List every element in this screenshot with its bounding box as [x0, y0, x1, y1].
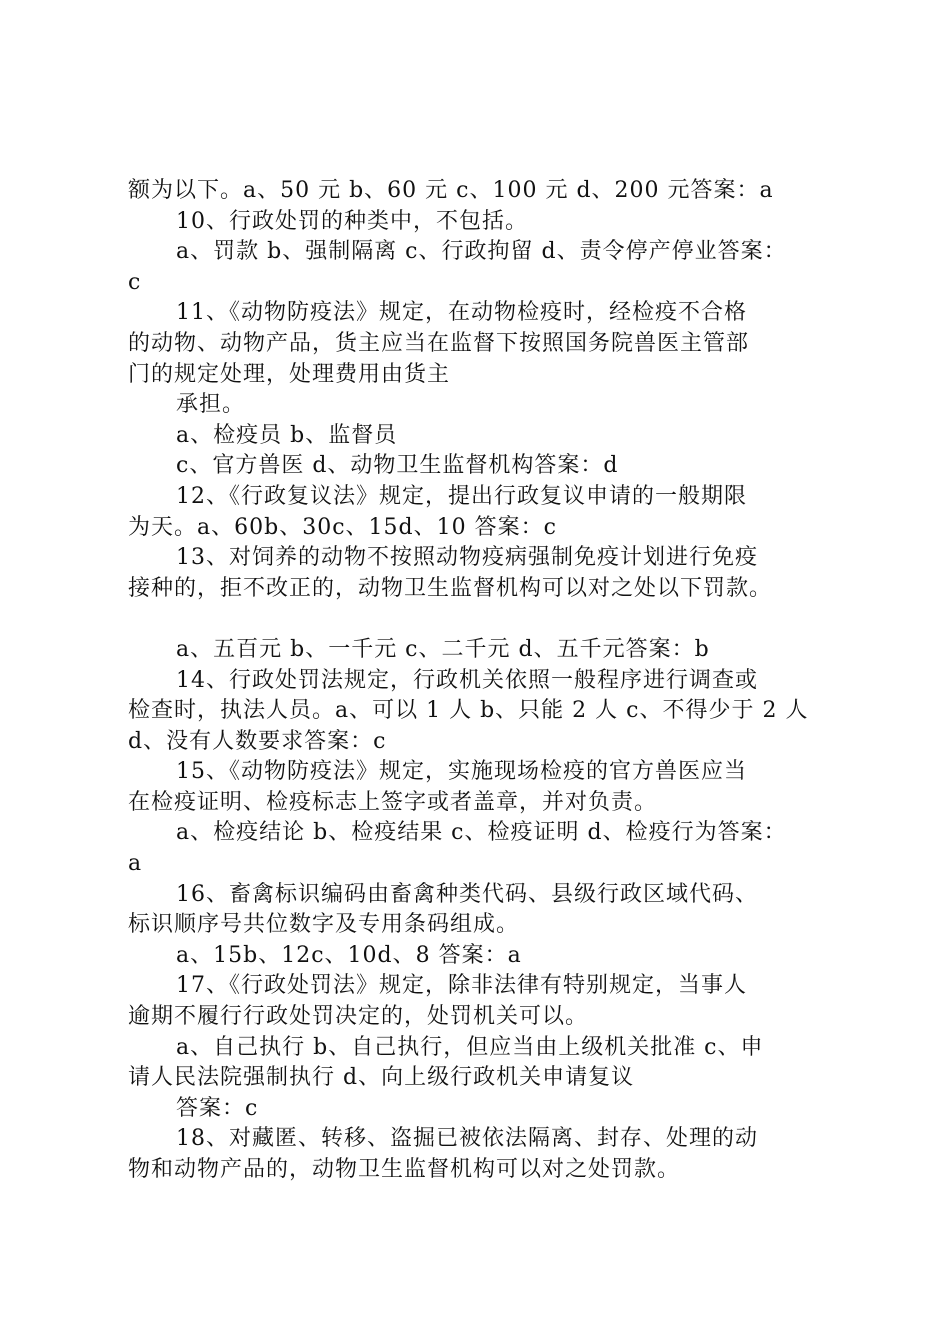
question-10: 10、行政处罚的种类中，不包括。 — [176, 208, 528, 234]
blank-line — [128, 604, 848, 635]
text-line: 为天。a、60b、30c、15d、10 答案：c — [128, 514, 557, 540]
options-10: a、罚款 b、强制隔离 c、行政拘留 d、责令停产停业答案： — [176, 239, 787, 265]
text-line: 在检疫证明、检疫标志上签字或者盖章，并对负责。 — [128, 789, 658, 815]
text-line: 标识顺序号共位数字及专用条码组成。 — [128, 912, 520, 938]
question-12: 12、《行政复议法》规定，提出行政复议申请的一般期限 — [176, 483, 747, 509]
options-16: a、15b、12c、10d、8 答案：a — [176, 942, 522, 968]
text-line: 承担。 — [176, 392, 246, 418]
text-line: 额为以下。a、50 元 b、60 元 c、100 元 d、200 元答案：a — [128, 178, 774, 203]
question-15: 15、《动物防疫法》规定，实施现场检疫的官方兽医应当 — [176, 759, 747, 785]
text-line: 门的规定处理，处理费用由货主 — [128, 361, 451, 387]
question-16: 16、畜禽标识编码由畜禽种类代码、县级行政区域代码、 — [176, 881, 758, 907]
text-line: c — [128, 269, 142, 295]
text-line: a — [128, 851, 143, 877]
text-line: 检查时，执法人员。a、可以 1 人 b、只能 2 人 c、不得少于 2 人 — [128, 698, 809, 724]
text-line: 逾期不履行行政处罚决定的，处罚机关可以。 — [128, 1004, 589, 1030]
text-line: d、没有人数要求答案：c — [128, 728, 387, 754]
document-body — [128, 176, 848, 1186]
question-13: 13、对饲养的动物不按照动物疫病强制免疫计划进行免疫 — [176, 545, 758, 571]
options-17: a、自己执行 b、自己执行，但应当由上级机关批准 c、申 — [176, 1034, 764, 1060]
text-line: 接种的，拒不改正的，动物卫生监督机构可以对之处以下罚款。 — [128, 575, 773, 601]
question-18: 18、对藏匿、转移、盗掘已被依法隔离、封存、处理的动 — [176, 1126, 758, 1152]
text-line: 的动物、动物产品，货主应当在监督下按照国务院兽医主管部 — [128, 330, 750, 356]
options-13: a、五百元 b、一千元 c、二千元 d、五千元答案：b — [176, 636, 710, 662]
question-14: 14、行政处罚法规定，行政机关依照一般程序进行调查或 — [176, 667, 758, 693]
answer-17: 答案：c — [176, 1095, 259, 1121]
question-11: 11、《动物防疫法》规定，在动物检疫时，经检疫不合格 — [176, 300, 747, 326]
options-11: c、官方兽医 d、动物卫生监督机构答案：d — [176, 453, 619, 479]
text-line: 物和动物产品的，动物卫生监督机构可以对之处罚款。 — [128, 1157, 681, 1182]
options-11: a、检疫员 b、监督员 — [176, 422, 398, 448]
options-15: a、检疫结论 b、检疫结果 c、检疫证明 d、检疫行为答案： — [176, 820, 787, 846]
question-17: 17、《行政处罚法》规定，除非法律有特别规定，当事人 — [176, 973, 747, 999]
text-line: 请人民法院强制执行 d、向上级行政机关申请复议 — [128, 1065, 635, 1091]
